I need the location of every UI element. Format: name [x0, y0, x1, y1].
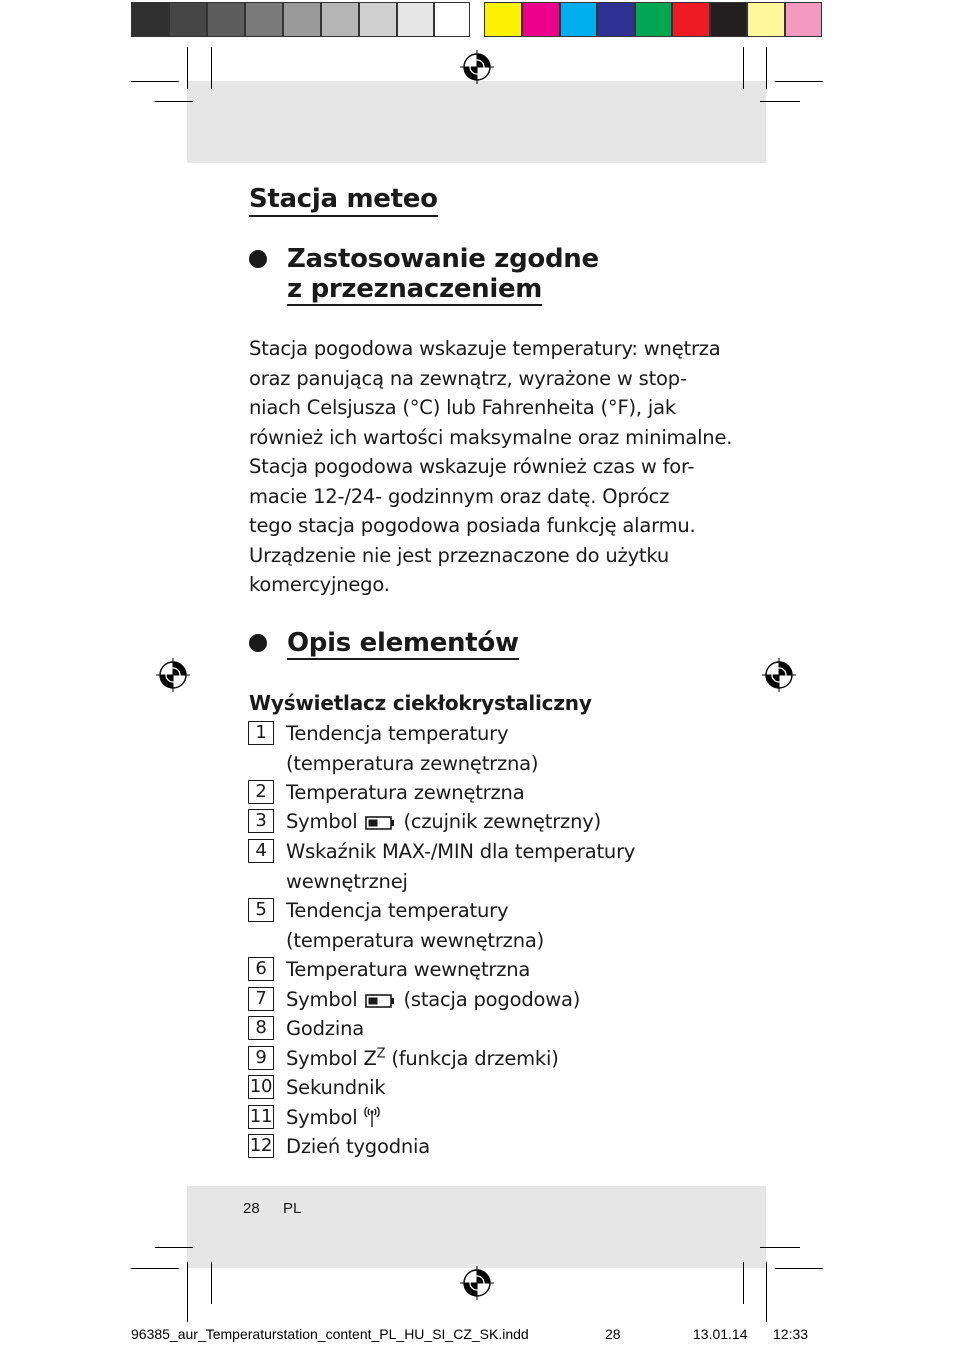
imprint-time: 12:33 [773, 1326, 809, 1342]
gray-swatch [321, 2, 359, 37]
gray-swatch [397, 2, 434, 37]
gray-swatch [169, 2, 207, 37]
antenna-icon [363, 1104, 381, 1128]
imprint-filename: 96385_aur_Temperaturstation_content_PL_HU_SI_CZ_SK.indd [131, 1326, 529, 1342]
section-bullet [249, 250, 267, 268]
item-number: 4 [248, 839, 274, 863]
item-number: 2 [248, 780, 274, 804]
color-swatch [635, 2, 672, 37]
color-swatch [484, 2, 522, 37]
page-number: 28 [243, 1200, 260, 1217]
gray-swatch [131, 2, 169, 37]
item-number: 11 [249, 1106, 273, 1127]
gray-swatch [207, 2, 245, 37]
battery-icon [365, 815, 395, 831]
item-number: 5 [248, 898, 274, 922]
header-band [187, 81, 766, 163]
lcd-subheading: Wyświetlacz ciekłokrystaliczny [249, 691, 592, 715]
registration-mark-icon [156, 658, 190, 692]
gray-swatch [245, 2, 283, 37]
color-swatch [522, 2, 560, 37]
item-number: 1 [248, 721, 274, 745]
imprint-date: 13.01.14 [693, 1326, 748, 1342]
footer-band [187, 1186, 766, 1268]
registration-mark-icon [460, 50, 494, 84]
color-swatch [785, 2, 822, 37]
color-swatch [710, 2, 747, 37]
page-title: Stacja meteo [249, 183, 438, 217]
gray-swatch [359, 2, 397, 37]
color-swatch [747, 2, 785, 37]
registration-mark-icon [460, 1266, 494, 1300]
item-number: 6 [248, 957, 274, 981]
intended-use-paragraph: Stacja pogodowa wskazuje temperatury: wnętrza oraz panującą na zewnątrz, wyrażone w stop- niach Celsjusza (°C) lub Fahrenheita (°F), jak również ich wartości maksymalne oraz minimalne. Stacja pogodowa wskazuje również czas w for- macie 12-/24- godzinnym oraz datę. Oprócz tego stacja pogodowa posiada funkcję alarmu. Urządzenie nie jest przeznaczone do użytku komercyjnego. [249, 337, 733, 596]
battery-icon [365, 993, 395, 1009]
color-swatch [672, 2, 710, 37]
imprint-page: 28 [605, 1326, 621, 1342]
item-number: 8 [248, 1016, 274, 1040]
item-number: 7 [248, 987, 274, 1011]
color-swatch [560, 2, 597, 37]
language-code: PL [283, 1200, 302, 1217]
section-bullet [249, 634, 267, 652]
item-number: 3 [248, 809, 274, 833]
color-swatch [597, 2, 635, 37]
gray-swatch [283, 2, 321, 37]
item-number: 9 [248, 1046, 274, 1070]
item-number: 12 [249, 1135, 273, 1156]
registration-mark-icon [762, 658, 796, 692]
section-heading-parts: Opis elementów [287, 628, 519, 658]
section-heading-intended-use: Zastosowanie zgodne z przeznaczeniem [287, 244, 599, 304]
gray-swatch [434, 2, 470, 37]
item-number: 10 [249, 1076, 273, 1097]
